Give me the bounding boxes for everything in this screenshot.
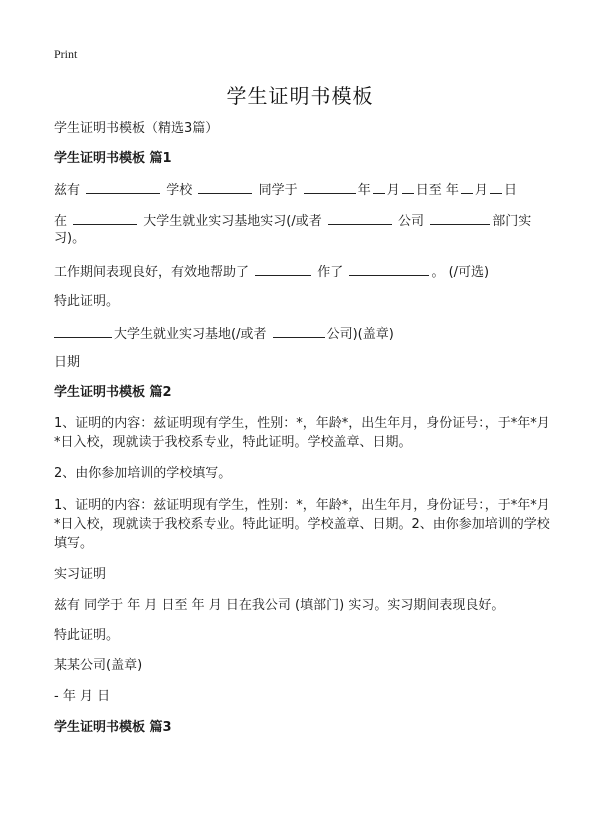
fill-blank-helped[interactable] — [255, 261, 311, 276]
text-segment: 兹有 — [54, 183, 81, 198]
section-1-line-3 — [54, 261, 554, 283]
text-segment: 日至 年 — [415, 183, 459, 198]
section-2-para-7: 某某公司(盖章) — [54, 658, 143, 673]
text-segment: 在 — [54, 214, 68, 229]
section-2-para-5: 兹有 同学于 年 月 日至 年 月 日在我公司 (填部门) 实习。实习期间表现良好。 — [54, 598, 505, 613]
text-segment: 年 — [357, 183, 371, 198]
document-subtitle: 学生证明书模板（精选3篇） — [54, 121, 219, 136]
fill-blank-company[interactable] — [328, 210, 392, 225]
fill-blank-work[interactable] — [349, 261, 429, 276]
fill-blank-university[interactable] — [73, 210, 137, 225]
section-2-heading: 学生证明书模板 篇2 — [54, 385, 172, 400]
text-segment: 作了 — [317, 265, 344, 280]
fill-blank-department[interactable] — [430, 210, 490, 225]
section-1-line-1 — [54, 179, 554, 201]
text-segment: 学校 — [166, 183, 193, 198]
text-segment: 公司 — [398, 214, 425, 229]
section-1-line-4: 特此证明。 — [54, 294, 120, 309]
section-1-line-5 — [54, 323, 554, 345]
text-segment: 月 — [474, 183, 488, 198]
text-segment: 公司)(盖章) — [326, 327, 394, 342]
fill-blank-start-year[interactable] — [304, 179, 356, 194]
section-1-line-6: 日期 — [54, 355, 81, 370]
section-1-line-2-cont: 习)。 — [54, 231, 86, 246]
text-segment: 大学生就业实习基地(/或者 — [114, 327, 267, 342]
fill-blank-start-month[interactable] — [373, 179, 385, 194]
text-segment: 部门实 — [492, 214, 532, 229]
fill-blank-base[interactable] — [54, 323, 112, 338]
text-segment: 同学于 — [258, 183, 298, 198]
text-segment: 工作期间表现良好，有效地帮助了 — [54, 265, 250, 280]
fill-blank-start-day[interactable] — [402, 179, 414, 194]
section-3-heading: 学生证明书模板 篇3 — [54, 720, 172, 735]
section-2-para-4: 实习证明 — [54, 567, 107, 582]
section-2-para-8: - 年 月 日 — [54, 689, 111, 704]
section-1-heading: 学生证明书模板 篇1 — [54, 151, 172, 166]
section-2-para-3: 1、证明的内容：兹证明现有学生，性别：*，年龄*，出生年月，身份证号：，于*年*月*日入校，现就读于我校系专业。特此证明。学校盖章、日期。2、由你参加培训的学校填写。 — [54, 498, 550, 551]
fill-blank-end-month[interactable] — [461, 179, 473, 194]
text-segment: 大学生就业实习基地实习(/或者 — [143, 214, 322, 229]
text-segment-optional: (/可选) — [448, 265, 490, 280]
section-2-para-6: 特此证明。 — [54, 628, 120, 643]
text-segment: 月 — [386, 183, 400, 198]
fill-blank-school[interactable] — [86, 179, 160, 194]
fill-blank-end-day[interactable] — [490, 179, 502, 194]
fill-blank-company-seal[interactable] — [273, 323, 325, 338]
text-segment: 。 — [431, 265, 445, 280]
fill-blank-student[interactable] — [198, 179, 252, 194]
print-label: Print — [54, 47, 78, 61]
section-2-para-2: 2、由你参加培训的学校填写。 — [54, 466, 232, 481]
document-title: 学生证明书模板 — [226, 84, 374, 108]
text-segment: 日 — [503, 183, 517, 198]
section-2-para-1: 1、证明的内容：兹证明现有学生，性别：*，年龄*，出生年月，身份证号：，于*年*月*日入校，现就读于我校系专业，特此证明。学校盖章、日期。 — [54, 416, 550, 450]
